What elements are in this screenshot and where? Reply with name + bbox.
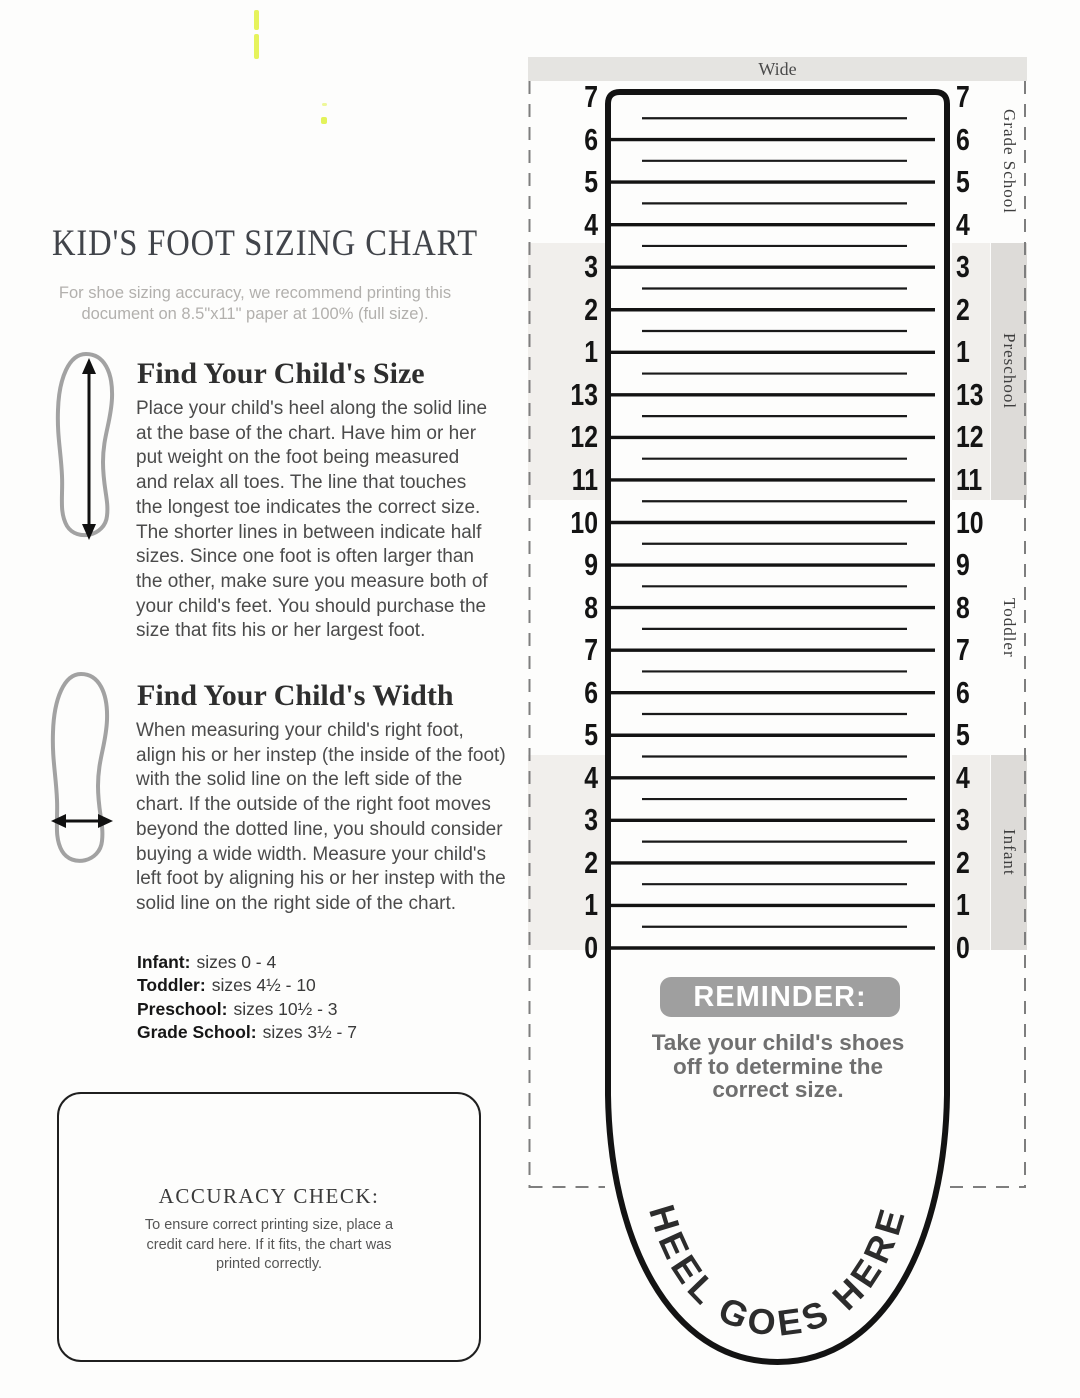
- accuracy-check-title: ACCURACY CHECK:: [158, 1184, 380, 1208]
- size-label-right-20: 0: [956, 930, 970, 965]
- size-label-left-4: 3: [584, 249, 598, 285]
- size-label-left-19: 1: [584, 887, 598, 923]
- range-value: sizes 4½ - 10: [211, 975, 316, 996]
- reminder-text: Take your child's shoes off to determine the correct size.: [651, 1030, 905, 1102]
- accuracy-check-text: To ensure correct printing size, place a credit card here. If it fits, the chart was printed correctly.: [144, 1217, 394, 1272]
- group-label-preschool: Preschool: [1000, 333, 1019, 410]
- range-value: sizes 0 - 4: [196, 952, 277, 972]
- size-label-right-17: 3: [956, 802, 970, 838]
- size-label-right-11: 9: [956, 547, 970, 583]
- size-label-right-10: 10: [956, 504, 984, 540]
- size-label-left-7: 13: [570, 376, 598, 412]
- section-heading-size: Find Your Child's Size: [137, 356, 425, 390]
- accuracy-check-card: [57, 1092, 481, 1362]
- size-label-left-5: 2: [584, 291, 598, 327]
- foot-length-icon: [52, 350, 124, 548]
- size-label-right-6: 1: [956, 334, 970, 370]
- range-label: Toddler:: [137, 975, 206, 996]
- size-label-right-9: 11: [956, 461, 983, 497]
- size-label-left-10: 10: [570, 504, 598, 540]
- size-label-right-16: 4: [956, 759, 970, 795]
- range-label: Preschool:: [137, 998, 228, 1019]
- size-label-left-12: 8: [584, 589, 598, 625]
- size-label-right-4: 3: [956, 249, 970, 285]
- size-label-left-0: 7: [584, 79, 598, 114]
- range-value: sizes 10½ - 3: [233, 998, 338, 1019]
- highlight-mark: [254, 34, 259, 59]
- size-label-right-5: 2: [956, 291, 970, 327]
- range-label: Grade School:: [137, 1022, 257, 1043]
- size-label-left-16: 4: [584, 759, 598, 795]
- foot-width-icon: [47, 670, 119, 874]
- size-label-left-11: 9: [584, 547, 598, 583]
- size-label-left-6: 1: [584, 334, 598, 370]
- size-label-right-13: 7: [956, 632, 970, 668]
- section-body-width: When measuring your child's right foot, align his or her instep (the inside of the foot) with the solid line on the left side of the chart. If the outside of the right foot moves beyond the dotted line, you should consider buying a wide width. Measure your child's left foot by aligning his or her instep with the solid line on the right side of the chart.: [136, 720, 506, 914]
- heel-goes-here-label: HEEL GOES HERE: [641, 1199, 914, 1345]
- size-label-left-1: 6: [584, 121, 598, 157]
- page-title: KID'S FOOT SIZING CHART: [51, 222, 479, 264]
- size-label-right-1: 6: [956, 121, 970, 157]
- size-range-gradeschool: [137, 1021, 357, 1044]
- size-range-infant: [137, 951, 357, 974]
- group-label-infant: Infant: [1000, 829, 1019, 876]
- size-label-right-0: 7: [956, 79, 970, 114]
- foot-outline: [608, 92, 947, 1362]
- reminder-badge: REMINDER:: [660, 977, 900, 1017]
- size-label-left-14: 6: [584, 674, 598, 710]
- size-label-right-14: 6: [956, 674, 970, 710]
- size-range-list: [137, 951, 357, 1045]
- size-label-left-9: 11: [571, 461, 598, 497]
- section-heading-width: Find Your Child's Width: [137, 678, 454, 712]
- size-range-preschool: [137, 998, 357, 1021]
- size-range-toddler: [137, 974, 357, 997]
- size-label-left-13: 7: [584, 632, 598, 668]
- highlight-mark: [322, 103, 327, 106]
- size-label-left-20: 0: [584, 930, 598, 965]
- range-value: sizes 3½ - 7: [262, 1022, 357, 1043]
- size-label-left-8: 12: [570, 419, 598, 455]
- print-note: For shoe sizing accuracy, we recommend printing this document on 8.5"x11" paper at 100% (full size).: [58, 283, 452, 323]
- range-label: Infant:: [137, 952, 191, 972]
- size-label-left-3: 4: [584, 206, 598, 242]
- highlight-mark: [254, 10, 259, 30]
- size-label-right-12: 8: [956, 589, 970, 625]
- chart-canvas: [528, 57, 1028, 1377]
- size-label-left-17: 3: [584, 802, 598, 838]
- section-body-size: Place your child's heel along the solid line at the base of the chart. Have him or her put weight on the foot being measured and relax all toes. The line that touches the longest toe indicates the correct size. The shorter lines in between indicate half sizes. Since one foot is often larger than the other, make sure you measure both of your child's feet. You should purchase the size that fits his or her largest foot.: [136, 398, 488, 642]
- foot-measuring-chart: [528, 57, 1028, 1377]
- size-label-right-7: 13: [956, 376, 984, 412]
- size-label-left-2: 5: [584, 164, 598, 200]
- size-label-right-2: 5: [956, 164, 970, 200]
- size-label-left-18: 2: [584, 844, 598, 880]
- size-label-right-19: 1: [956, 887, 970, 923]
- size-label-right-8: 12: [956, 419, 984, 455]
- group-label-grade-school: Grade School: [1000, 109, 1019, 215]
- size-label-right-18: 2: [956, 844, 970, 880]
- wide-width-band: Wide: [528, 57, 1027, 81]
- size-label-right-3: 4: [956, 206, 970, 242]
- highlight-mark: [321, 117, 327, 124]
- size-label-right-15: 5: [956, 717, 970, 753]
- group-label-toddler: Toddler: [1000, 597, 1019, 658]
- size-label-left-15: 5: [584, 717, 598, 753]
